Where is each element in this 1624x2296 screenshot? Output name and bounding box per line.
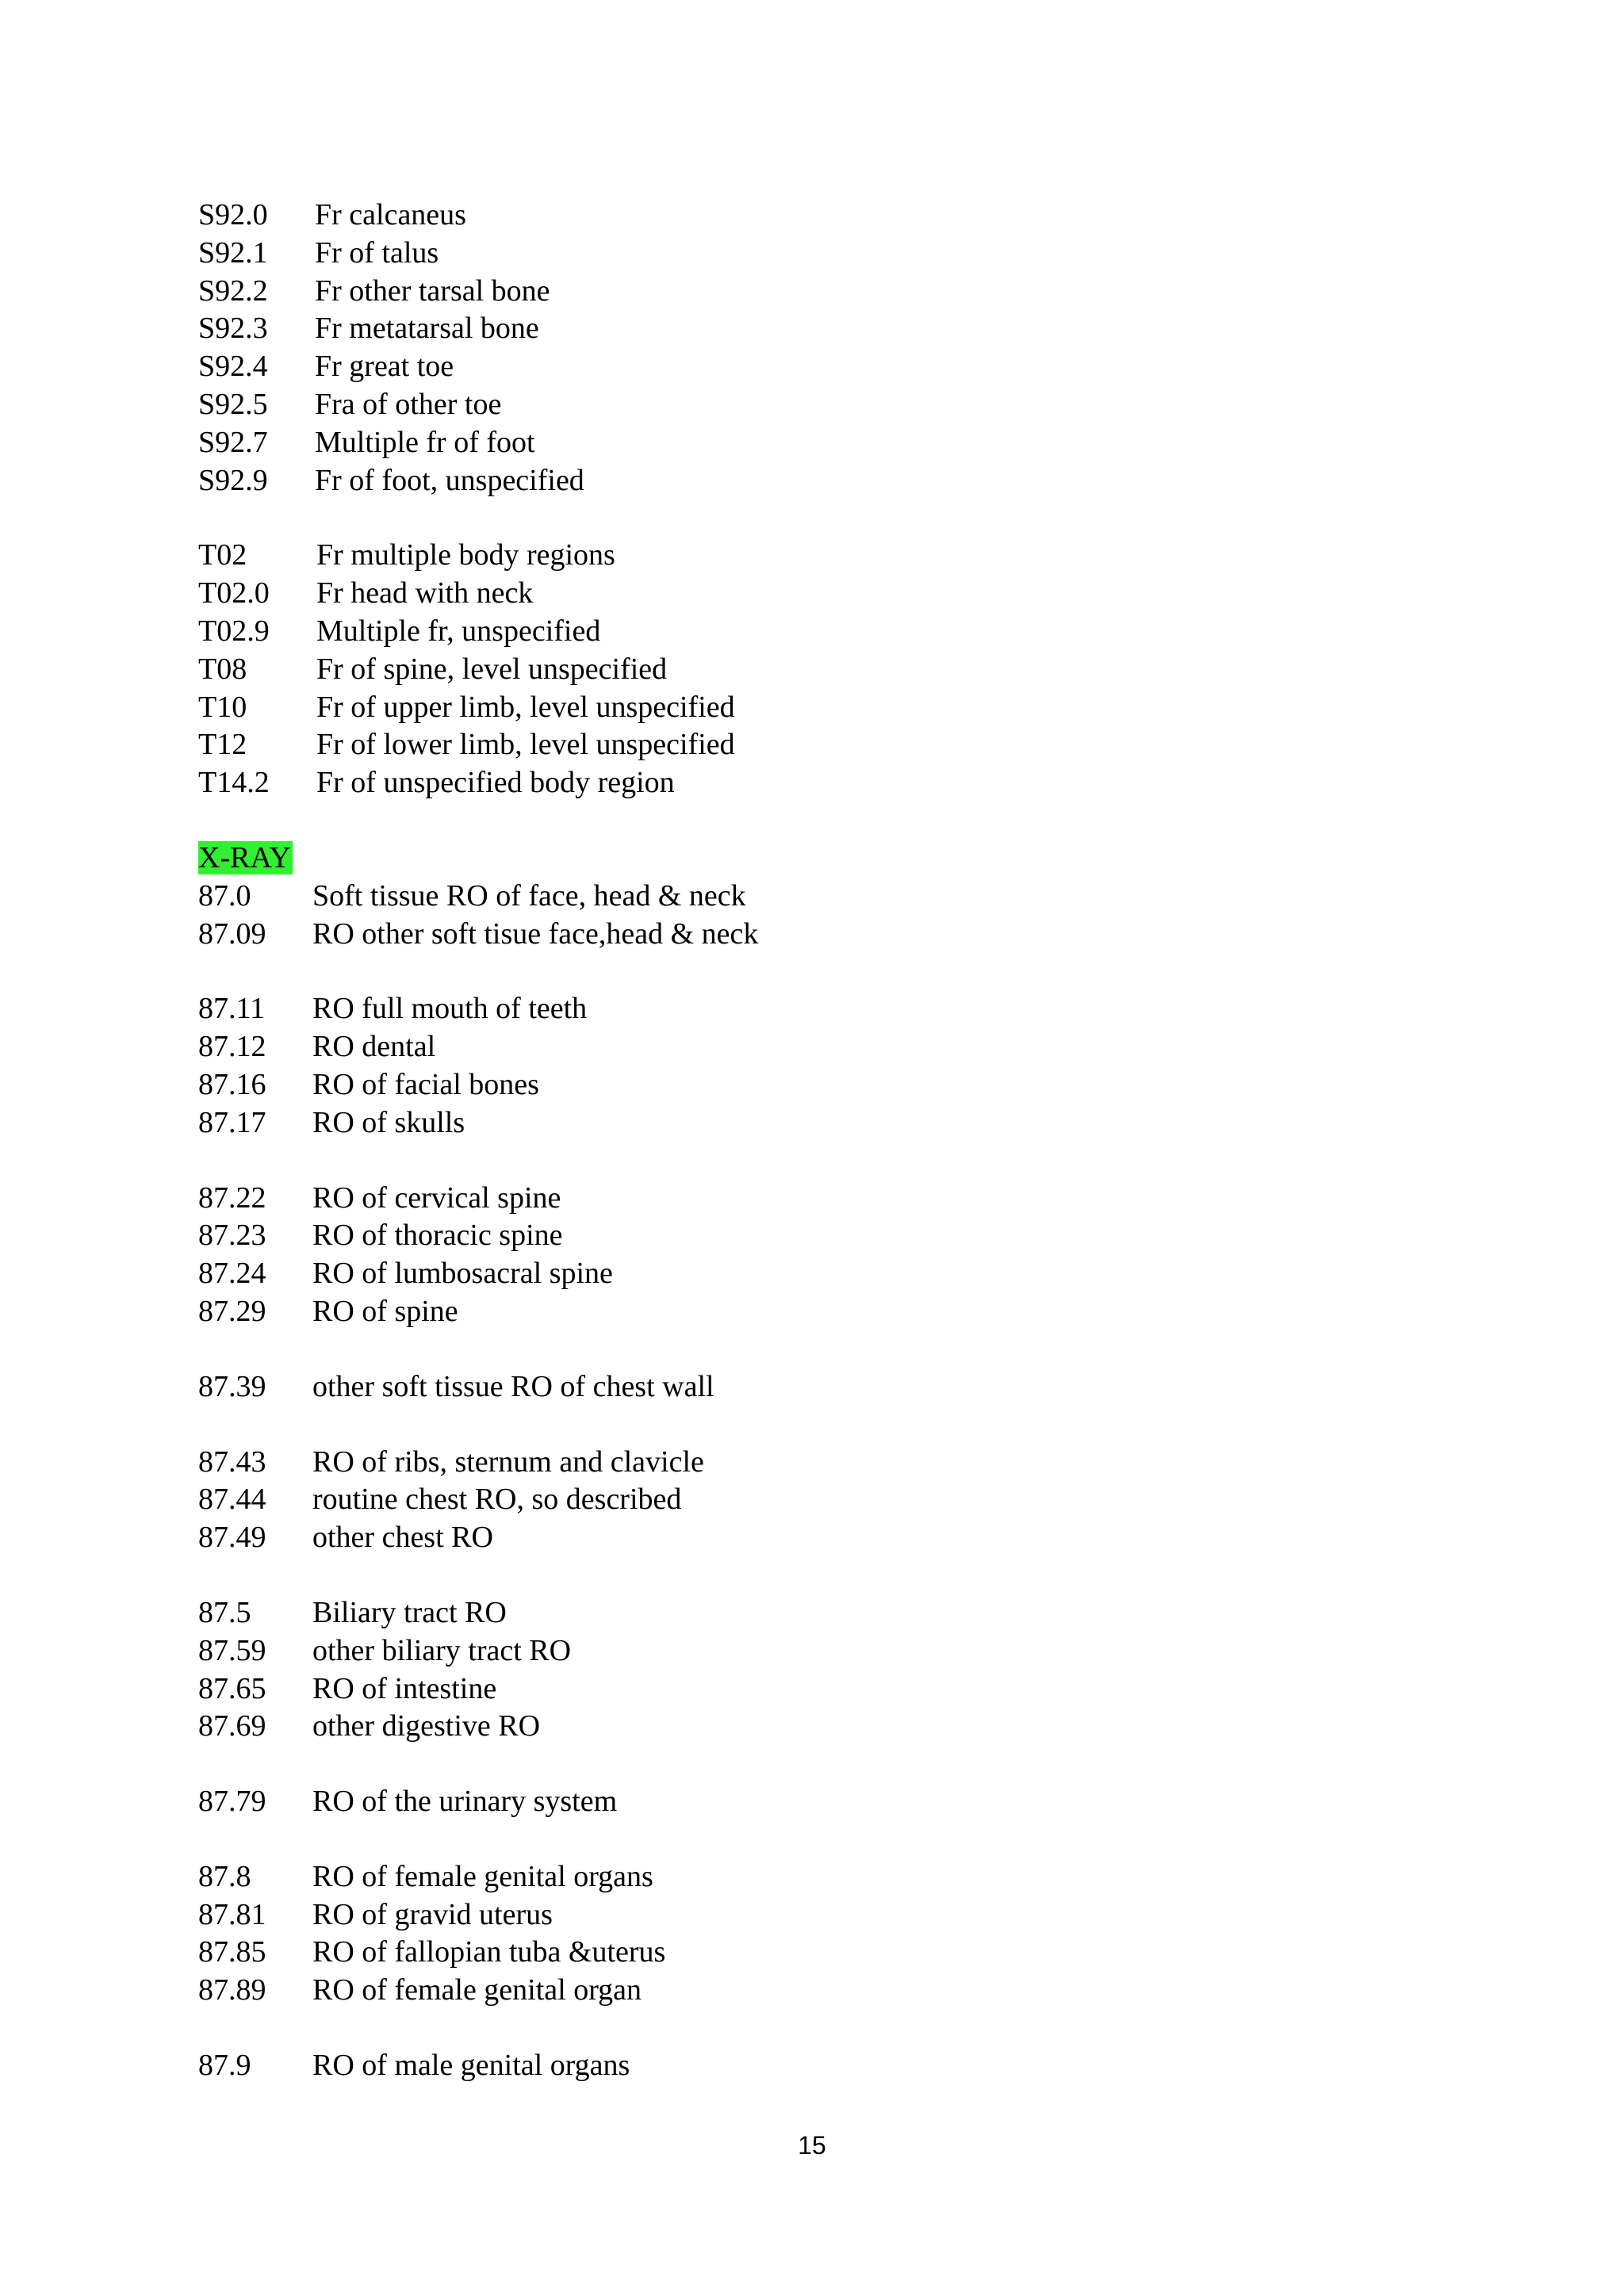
description: RO other soft tisue face,head & neck [312, 916, 759, 951]
description: Fr of spine, level unspecified [316, 652, 668, 686]
code-row [198, 197, 1467, 235]
description: RO of lumbosacral spine [312, 1257, 613, 1291]
code: 87.85 [198, 1935, 266, 1969]
page-content [198, 197, 1467, 2122]
code: T02.0 [198, 576, 270, 610]
code: 87.16 [198, 1067, 266, 1101]
description: Fr of upper limb, level unspecified [316, 690, 735, 724]
code: 87.8 [198, 1859, 251, 1893]
xray-chest-group [198, 1444, 1467, 1557]
code: 87.17 [198, 1105, 266, 1139]
xray-chest-wall-group [198, 1368, 1467, 1406]
code-row [198, 575, 1467, 613]
description: Fr of foot, unspecified [315, 463, 584, 497]
code: S92.7 [198, 425, 268, 459]
description: Fr of unspecified body region [316, 766, 675, 800]
code: 87.23 [198, 1219, 266, 1253]
code: 87.39 [198, 1369, 266, 1403]
description: Fr of talus [315, 235, 439, 270]
code-row [198, 689, 1467, 727]
xray-heading [198, 840, 1467, 878]
description: RO of gravid uterus [312, 1897, 553, 1931]
description: routine chest RO, so described [312, 1483, 682, 1517]
description: RO of the urinary system [312, 1785, 618, 1819]
code: 87.69 [198, 1709, 266, 1743]
code-row [198, 273, 1467, 311]
description: RO of ribs, sternum and clavicle [312, 1445, 704, 1479]
description: Fr metatarsal bone [315, 312, 539, 346]
code-row [198, 1858, 1467, 1896]
description: Fr multiple body regions [316, 538, 615, 572]
description: RO of spine [312, 1294, 458, 1328]
code-row [198, 878, 1467, 916]
code: 87.24 [198, 1257, 266, 1291]
code: 87.43 [198, 1445, 266, 1479]
code-row [198, 1934, 1467, 1972]
xray-dental-skull-group [198, 990, 1467, 1142]
code: T12 [198, 728, 247, 762]
xray-male-genital-group [198, 2047, 1467, 2085]
code: S92.1 [198, 235, 268, 270]
description: Fr great toe [315, 350, 454, 384]
code: 87.0 [198, 878, 251, 913]
code-row [198, 990, 1467, 1028]
description: RO of female genital organ [312, 1973, 642, 2007]
xray-spine-group [198, 1180, 1467, 1331]
description: RO of cervical spine [312, 1181, 561, 1215]
description: Multiple fr of foot [315, 425, 535, 459]
code: 87.9 [198, 2049, 251, 2083]
code-row [198, 1481, 1467, 1519]
code-row [198, 1444, 1467, 1482]
code: 87.89 [198, 1973, 266, 2007]
code: S92.2 [198, 274, 268, 308]
code: 87.09 [198, 916, 266, 951]
description: RO of male genital organs [312, 2049, 630, 2083]
code: 87.11 [198, 992, 266, 1026]
code: S92.3 [198, 312, 268, 346]
code-row [198, 1028, 1467, 1066]
code-row [198, 424, 1467, 462]
code: 87.22 [198, 1181, 266, 1215]
code-row [198, 1217, 1467, 1255]
description: other biliary tract RO [312, 1633, 572, 1667]
code-row [198, 651, 1467, 689]
code: T02 [198, 538, 247, 572]
description: Fr other tarsal bone [315, 274, 550, 308]
xray-heading-highlight: X-RAY [198, 840, 291, 874]
code-row [198, 2047, 1467, 2085]
xray-digestive-group [198, 1594, 1467, 1746]
fracture-body-regions-group [198, 537, 1467, 802]
description: RO of facial bones [312, 1067, 539, 1101]
code-row [198, 764, 1467, 802]
code-row [198, 1066, 1467, 1104]
xray-female-genital-group [198, 1858, 1467, 2010]
description: RO of fallopian tuba &uterus [312, 1935, 666, 1969]
description: Soft tissue RO of face, head & neck [312, 878, 746, 913]
description: RO of skulls [312, 1105, 465, 1139]
code-row [198, 1708, 1467, 1746]
code-row [198, 1783, 1467, 1821]
description: RO of female genital organs [312, 1859, 653, 1893]
code: 87.49 [198, 1521, 266, 1555]
description: RO of intestine [312, 1671, 497, 1705]
code: 87.59 [198, 1633, 266, 1667]
code-row [198, 1896, 1467, 1934]
page-number: 15 [798, 2131, 826, 2160]
code-row [198, 1104, 1467, 1142]
code: 87.12 [198, 1030, 266, 1064]
code-row [198, 1594, 1467, 1632]
code: 87.5 [198, 1595, 251, 1629]
code-row [198, 1368, 1467, 1406]
code-row [198, 1519, 1467, 1557]
code: S92.5 [198, 387, 268, 421]
description: Biliary tract RO [312, 1595, 507, 1629]
code: S92.9 [198, 463, 268, 497]
code-row [198, 1972, 1467, 2010]
code-row [198, 726, 1467, 764]
code: T02.9 [198, 614, 270, 648]
xray-urinary-group [198, 1783, 1467, 1821]
xray-soft-tissue-group [198, 840, 1467, 953]
code-row [198, 386, 1467, 424]
code-row [198, 1293, 1467, 1331]
code: S92.4 [198, 350, 268, 384]
code: 87.81 [198, 1897, 266, 1931]
description: RO dental [312, 1030, 436, 1064]
code: 87.65 [198, 1671, 266, 1705]
code-row [198, 348, 1467, 386]
code-row [198, 235, 1467, 273]
code-row [198, 1180, 1467, 1218]
code-row [198, 1632, 1467, 1670]
description: Fr calcaneus [315, 198, 466, 232]
code: 87.79 [198, 1785, 266, 1819]
fracture-foot-group [198, 197, 1467, 499]
code: 87.44 [198, 1483, 266, 1517]
code-row [198, 462, 1467, 500]
description: Multiple fr, unspecified [316, 614, 601, 648]
description: other soft tissue RO of chest wall [312, 1369, 714, 1403]
description: RO of thoracic spine [312, 1219, 563, 1253]
code-row [198, 310, 1467, 348]
code-row [198, 916, 1467, 954]
description: Fra of other toe [315, 387, 502, 421]
code: 87.29 [198, 1294, 266, 1328]
description: RO full mouth of teeth [312, 992, 588, 1026]
description: Fr of lower limb, level unspecified [316, 728, 735, 762]
description: Fr head with neck [316, 576, 534, 610]
code: S92.0 [198, 198, 268, 232]
code: T10 [198, 690, 247, 724]
code-row [198, 537, 1467, 575]
code: T08 [198, 652, 247, 686]
description: other digestive RO [312, 1709, 541, 1743]
code-row [198, 1670, 1467, 1709]
description: other chest RO [312, 1521, 493, 1555]
code: T14.2 [198, 766, 270, 800]
code-row [198, 613, 1467, 651]
code-row [198, 1255, 1467, 1293]
